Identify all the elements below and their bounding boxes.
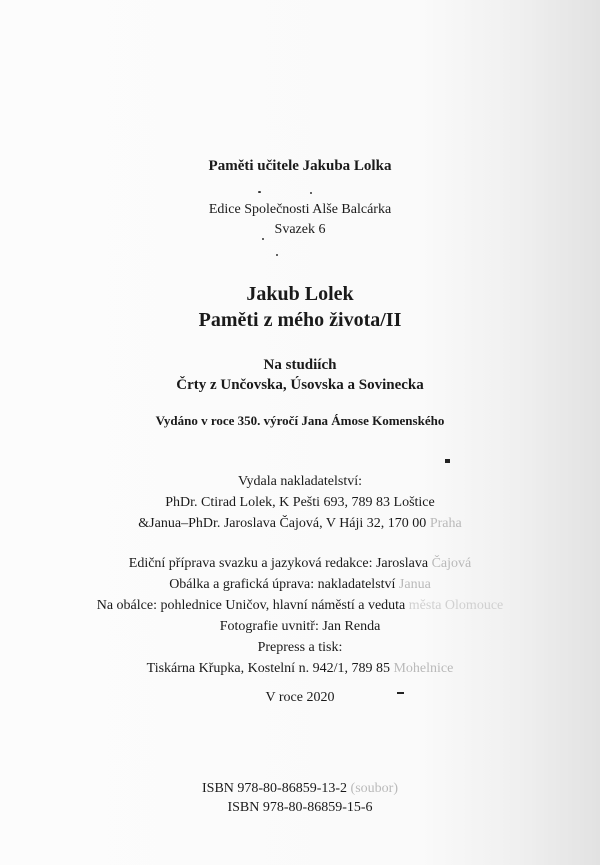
credit-cover-image-text: Na obálce: pohlednice Uničov, hlavní náměstí a veduta	[96, 598, 406, 613]
publisher-line-2-city: Praha	[429, 516, 462, 531]
isbn-volume: ISBN 978-80-86859-15-6	[227, 800, 373, 815]
publisher-block	[0, 471, 600, 534]
series-title: Paměti učitele Jakuba Lolka	[208, 158, 392, 174]
credit-cover-image-place: města Olomouce	[408, 598, 504, 613]
isbn-set-note: (soubor)	[350, 781, 398, 796]
series-title-block	[0, 158, 600, 175]
book-subtitle-2: Črty z Unčovska, Úsovska a Sovinecka	[176, 377, 424, 393]
scan-speck	[276, 254, 278, 256]
credit-editorial	[0, 553, 600, 574]
credit-editorial-name: Čajová	[431, 556, 472, 571]
publication-year: V roce 2020	[265, 690, 335, 705]
book-title-block	[0, 309, 600, 332]
credit-printer-city: Mohelnice	[393, 661, 454, 676]
credit-cover-image	[0, 595, 600, 616]
publisher-line-2-text: &Janua–PhDr. Jaroslava Čajová, V Háji 32, 170 00	[138, 516, 427, 531]
publisher-line-1-text: PhDr. Ctirad Lolek, K Pešti 693, 789 83 Loštice	[165, 495, 435, 510]
anniversary-block	[0, 413, 600, 429]
credit-cover	[0, 574, 600, 595]
credit-printer-text: Tiskárna Křupka, Kostelní n. 942/1, 789 85	[146, 661, 390, 676]
anniversary-note: Vydáno v roce 350. výročí Jana Ámose Komenského	[155, 413, 445, 428]
subtitle-block	[0, 355, 600, 395]
book-author: Jakub Lolek	[246, 283, 354, 305]
scan-speck	[258, 191, 261, 193]
book-subtitle: Na studiích	[263, 357, 337, 373]
publisher-line-1	[0, 492, 600, 513]
scan-speck	[310, 192, 312, 194]
isbn-set-number: ISBN 978-80-86859-13-2	[202, 781, 348, 796]
credit-cover-publisher: Janua	[398, 577, 431, 592]
publisher-heading: Vydala nakladatelství:	[237, 474, 363, 489]
credit-cover-text: Obálka a grafická úprava: nakladatelství	[169, 577, 396, 592]
volume-number: Svazek 6	[274, 222, 326, 237]
credits-block	[0, 553, 600, 679]
credit-photos: Fotografie uvnitř: Jan Renda	[219, 619, 381, 634]
book-title: Paměti z mého života/II	[198, 309, 402, 331]
author-block	[0, 283, 600, 306]
credit-prepress: Prepress a tisk:	[257, 640, 343, 655]
scan-speck	[262, 238, 264, 240]
isbn-block	[0, 779, 600, 817]
credit-printer	[0, 658, 600, 679]
year-block	[0, 690, 600, 706]
series-info-block	[0, 200, 600, 240]
credit-editorial-text: Ediční příprava svazku a jazyková redakce: Jaroslava	[128, 556, 429, 571]
edition-name: Edice Společnosti Alše Balcárka	[208, 202, 392, 217]
publisher-line-2	[0, 513, 600, 534]
isbn-set	[0, 779, 600, 798]
scan-mark	[397, 692, 404, 694]
scan-mark	[445, 459, 450, 463]
